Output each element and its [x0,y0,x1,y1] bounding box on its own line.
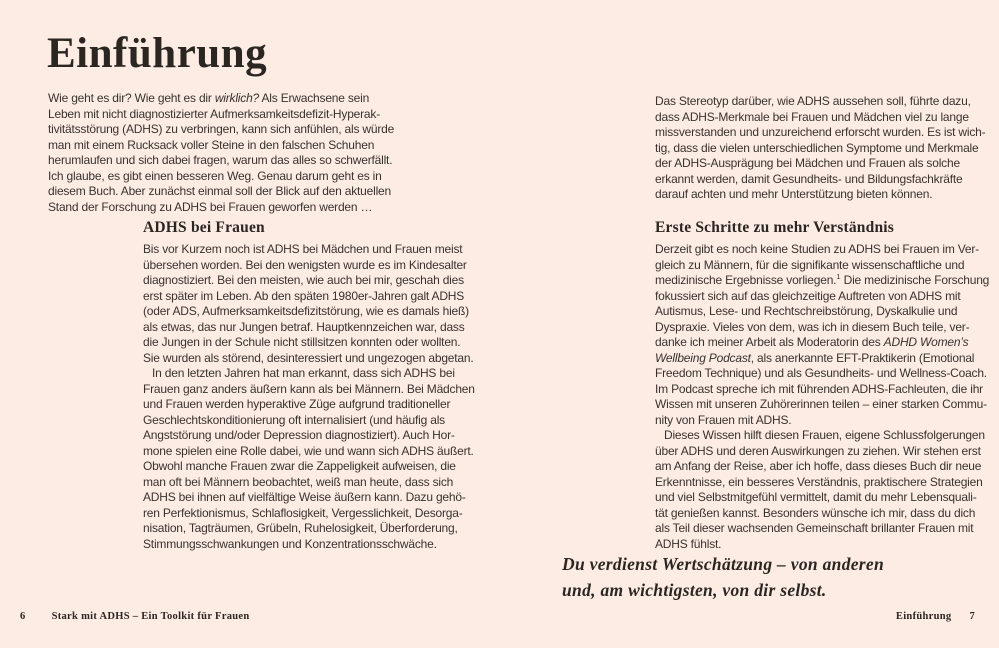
section-heading-adhs-bei-frauen: ADHS bei Frauen [143,219,265,236]
footer-right [896,611,975,622]
running-head-book-title: Stark mit ADHS – Ein Toolkit für Frauen [51,611,250,622]
running-head-chapter-title: Einführung [895,611,952,622]
intro-paragraph: Wie geht es dir? Wie geht es dir wirklich? Als Erwachsene sein Leben mit nicht diagnostizierter Aufmerksamkeitsdefizit-Hyperak- tivitätsstörung (ADHS) zu verbringen, kann sich anfühlen, als würde man mit einem Rucksack voller Steine in den falschen Schuhen herumlaufen und sich dabei fragen, warum das alles so schwerfällt. Ich glaube, es gibt einen besseren Weg. Genau darum geht es in diesem Buch. Aber zunächst einmal soll der Blick auf den aktuellen Stand der Forschung zu ADHS bei Frauen geworfen werden … [48,91,395,214]
section-paragraph: Derzeit gibt es noch keine Studien zu ADHS bei Frauen im Ver- gleich zu Männern, für die signifikante wissenschaftliche und medizinische Ergebnisse vorliegen.$^1$ Die medizinische Forschung fokussiert sich auf das gleichzeitige Auftreten von ADHS mit Autismus, Lese- und Rechtschreibstörung, Dyskalkulie und Dyspraxie. Vieles von dem, was ich in diesem Buch teile, ver- danke ich meiner Arbeit als Moderatorin des ADHD Women’s Wellbeing Podcast, als anerkannte EFT-Praktikerin (Emotional Freedom Technique) und als Gesundheits- und Wellness-Coach. Im Podcast spreche ich mit führenden ADHS-Fachleuten, die ihr Wissen mit unseren Zuhörerinnen teilen – einer starken Commu- nity von Frauen mit ADHS. [655,242,990,427]
page-number: 7 [969,611,975,622]
page-title: Einführung [47,30,268,77]
section-erste-schritte [655,219,989,552]
section-heading-erste-schritte: Erste Schritte zu mehr Verständnis [655,219,895,236]
section-adhs-bei-frauen [143,219,475,552]
section-paragraph: Dieses Wissen hilft diesen Frauen, eigene Schlussfolgerungen über ADHS und deren Auswirkungen zu ziehen. Wir stehen erst am Anfang der Reise, aber ich hoffe, dass dieses Buch dir neue Erkenntnisse, ein besseres Verständnis, praktischere Strategien und viel Selbstmitgefühl vermittelt, damit du mehr Lebensquali- tät genießen kannst. Besonders wünsche ich mir, dass du dich als Teil dieser wachsenden Gemeinschaft brillanter Frauen mit ADHS fühlst. [655,428,985,551]
section-paragraph: In den letzten Jahren hat man erkannt, dass sich ADHS bei Frauen ganz anders äußern kann als bei Männern. Bei Mädchen und Frauen werden hyperaktive Züge aufgrund traditioneller Geschlechtskonditionierung oft internalisiert (und häufig als Angststörung und/oder Depression diagnostiziert). Auch Hor- mone spielen eine Rolle dabei, wie und wann sich ADHS äußert. Obwohl manche Frauen zwar die Zappeligkeit aufweisen, die man oft bei Männern beobachtet, weiß man heute, dass sich ADHS bei ihnen auf vielfältige Weise äußern kann. Dazu gehö- ren Perfektionismus, Schlaflosigkeit, Vergesslichkeit, Desorga- nisation, Tagträumen, Grübeln, Ruhelosigkeit, Überforderung, Stimmungsschwankungen und Konzentrationsschwäche. [143,366,475,551]
section-paragraph: Bis vor Kurzem noch ist ADHS bei Mädchen und Frauen meist übersehen worden. Bei den wenigsten wurde es im Kindesalter diagnostiziert. Bei den meisten, wie auch bei mir, geschah dies erst später im Leben. Ab den späten 1980er-Jahren galt ADHS (oder ADS, Aufmerksamkeitsdefizitstörung, wie es damals hieß) als etwas, das nur Jungen betraf. Hauptkennzeichen war, dass die Jungen in der Schule nicht stillsitzen konnten oder wollten. Sie wurden als störend, desinteressiert und ungezogen abgetan. [143,242,474,365]
page-number: 6 [20,611,26,622]
pull-quote: Du verdienst Wertschätzung – von anderen und, am wichtigsten, von dir selbst. [562,554,885,600]
footer-left [20,611,249,622]
lead-paragraph: Das Stereotyp darüber, wie ADHS aussehen soll, führte dazu, dass ADHS-Merkmale bei Frauen und Mädchen viel zu lange missverstanden und unzureichend erforscht wurden. Es ist wich- tig, dass die vielen unterschiedlichen Symptome und Merkmale der ADHS-Ausprägung bei Mädchen und Frauen als solche erkannt werden, damit Gesundheits- und Bildungsfachkräfte darauf achten und mehr Unterstützung bieten können. [655,94,986,201]
